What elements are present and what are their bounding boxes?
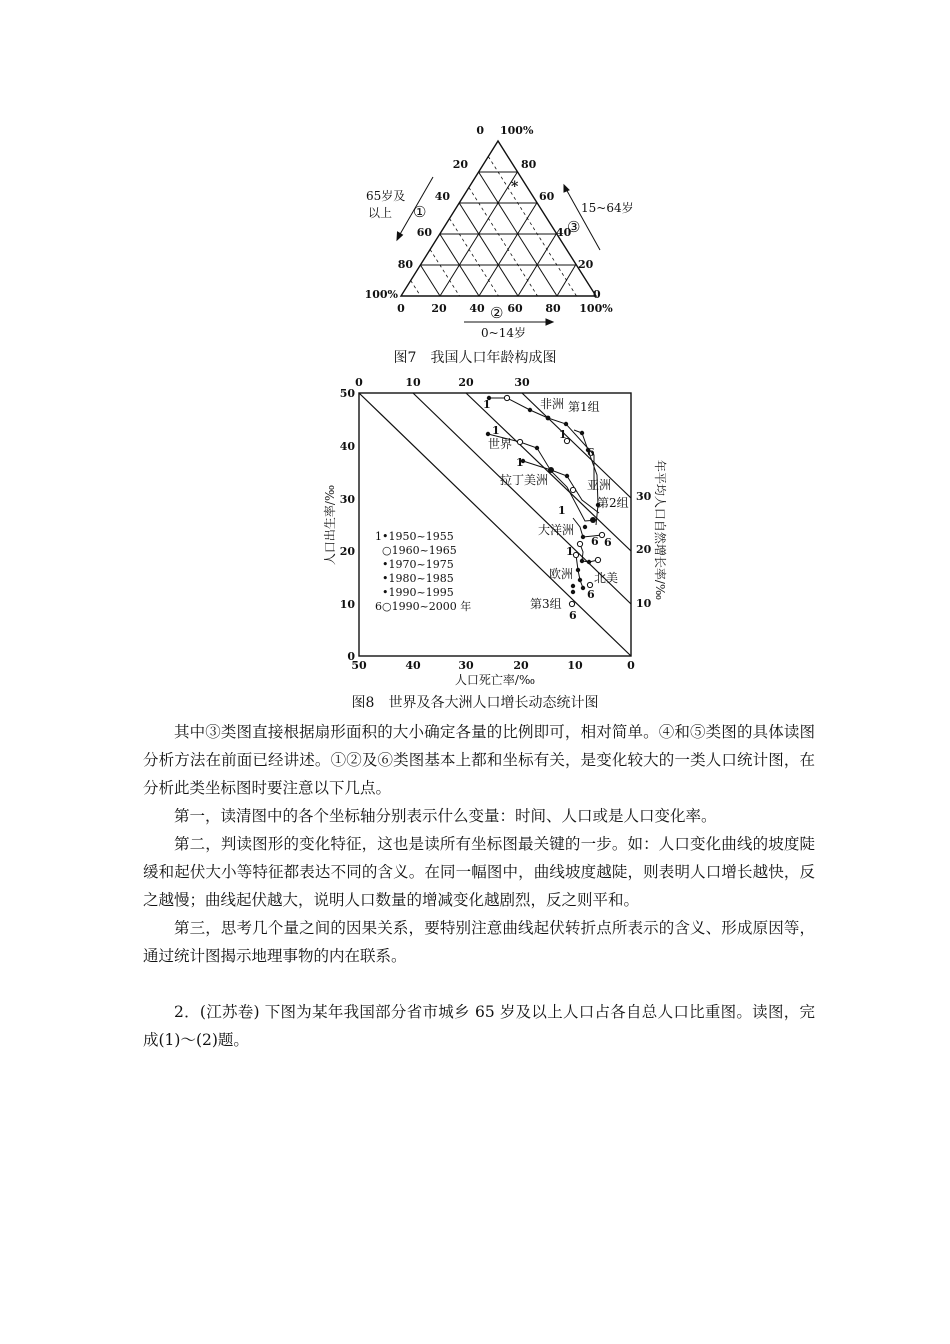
right-tick-10: 10 [636, 597, 652, 610]
marker-namerica-3 [580, 559, 584, 563]
marker-europe-5 [581, 586, 585, 590]
marker-namerica-6 [595, 557, 600, 562]
marker-europe-2 [573, 552, 578, 557]
figure8-chart [318, 372, 668, 692]
label-namerica: 北美 [594, 571, 619, 585]
bottom-tick-80: 80 [545, 302, 561, 315]
bottom-tick-40: 40 [405, 659, 421, 672]
left-tick-20: 20 [339, 545, 355, 558]
label-group3: 第3组 [530, 597, 562, 611]
figure7-ternary-chart [360, 118, 640, 350]
label-oceania: 大洋洲 [538, 523, 575, 537]
left-tick-60: 60 [416, 226, 432, 239]
marker-africa-3 [528, 408, 532, 412]
label-group1: 第1组 [568, 400, 600, 414]
left-tick-80: 80 [397, 258, 413, 271]
traj-num-namerica-1: 1 [566, 545, 574, 558]
bottom-axis-label: 0~14岁 [481, 326, 526, 340]
bottom-tick-10: 10 [567, 659, 583, 672]
marker-europe-6 [587, 582, 592, 587]
label-latam: 拉丁美洲 [500, 473, 549, 487]
legend-1980: •1980~1985 [382, 572, 454, 585]
left-tick-40: 40 [339, 440, 355, 453]
bottom-tick-50: 50 [351, 659, 367, 672]
left-tick-10: 10 [339, 598, 355, 611]
x-axis-label: 人口死亡率/‰ [454, 673, 536, 687]
label-group2: 第2组 [597, 496, 629, 510]
label-world: 世界 [488, 437, 513, 451]
label-africa: 非洲 [540, 397, 565, 411]
marker-world-1 [486, 432, 490, 436]
bottom-marker: ② [490, 304, 504, 322]
legend-1970: •1970~1975 [382, 558, 454, 571]
top-tick-30: 30 [514, 376, 530, 389]
figure8-caption: 图8 世界及各大洲人口增长动态统计图 [351, 695, 599, 711]
marker-latam-3 [548, 467, 554, 473]
traj-num-africa-1: 1 [483, 398, 491, 411]
marker-g3-a [571, 584, 575, 588]
marker-g2-a [590, 517, 596, 523]
bottom-tick-0: 0 [627, 659, 635, 672]
left-tick-0: 0 [476, 124, 484, 137]
label-europe: 欧洲 [549, 567, 574, 581]
legend-1990-2000: 6○1990~2000 年 [375, 600, 472, 613]
paragraph-second: 第二，判读图形的变化特征，这也是读所有坐标图最关键的一步。如：人口变化曲线的坡度陡缓和起伏大小等特征都表达不同的含义。在同一幅图中，曲线坡度越陡，则表明人口增长越快，反之越慢；曲线起伏越大，说明人口数量的增减变化越剧烈，反之则平和。 [143, 835, 815, 909]
marker-latam-2 [570, 487, 575, 492]
traj-num-europe-6: 6 [587, 588, 595, 601]
traj-num-asia-6: 6 [587, 446, 595, 459]
left-axis-label-line1: 65岁及 [366, 189, 406, 203]
bottom-tick-0: 0 [397, 302, 405, 315]
marker-g3-6 [569, 601, 574, 606]
legend-1990: •1990~1995 [382, 586, 454, 599]
bottom-tick-20: 20 [431, 302, 447, 315]
paragraph-third: 第三，思考几个量之间的因果关系，要特别注意曲线起伏转折点所表示的含义、形成原因等，通过统计图揭示地理事物的内在联系。 [143, 919, 815, 965]
left-tick-0: 0 [347, 650, 355, 663]
figure7-caption: 图7 我国人口年龄构成图 [393, 350, 557, 366]
traj-num-g3-6: 6 [569, 609, 577, 622]
left-tick-40: 40 [434, 190, 450, 203]
marker-world-2 [517, 439, 522, 444]
right-marker: ③ [567, 218, 581, 236]
left-tick-30: 30 [339, 493, 355, 506]
legend-1950: 1•1950~1955 [375, 530, 454, 543]
traj-num-asia-1: 1 [559, 428, 567, 441]
traj-num-g2-6b: 6 [604, 536, 612, 549]
question-2: 2．(江苏卷) 下图为某年我国部分省市城乡 65 岁及以上人口占各自总人口比重图。读图，完成(1)～(2)题。 [143, 1003, 815, 1049]
paragraph-intro: 其中③类图直接根据扇形面积的大小确定各量的比例即可，相对简单。④和⑤类图的具体读图分析方法在前面已经讲述。①②及⑥类图基本上都和坐标有关，是变化较大的一类人口统计图，在分析此类坐标图时要注意以下几点。 [143, 723, 815, 797]
right-axis-label: 15~64岁 [581, 201, 634, 215]
left-marker: ① [413, 203, 427, 221]
bottom-tick-30: 30 [458, 659, 474, 672]
label-asia: 亚洲 [587, 478, 612, 492]
right-tick-60: 60 [539, 190, 555, 203]
marker-africa-5 [564, 422, 568, 426]
right-tick-40: 40 [556, 226, 572, 239]
traj-num-latam-1: 1 [516, 456, 524, 469]
bottom-axis-arrow [464, 319, 553, 325]
marker-namerica-4 [587, 560, 591, 564]
ternary-point-marker: * [511, 179, 519, 195]
right-tick-30: 30 [636, 490, 652, 503]
marker-europe-3 [576, 568, 580, 572]
top-tick-0: 0 [355, 376, 363, 389]
left-tick-20: 20 [452, 158, 468, 171]
bottom-tick-60: 60 [507, 302, 523, 315]
marker-g2-b [583, 525, 587, 529]
right-tick-0: 0 [593, 288, 601, 301]
traj-num-g2-6: 6 [591, 535, 599, 548]
paragraph-first: 第一，读清图中的各个坐标轴分别表示什么变量：时间、人口或是人口变化率。 [174, 807, 717, 825]
marker-africa-4 [546, 416, 551, 421]
right-axis-label: 年平均人口自然增长率/‰ [653, 459, 667, 601]
marker-g3-b [571, 590, 575, 594]
bottom-tick-40: 40 [469, 302, 485, 315]
bottom-tick-20: 20 [513, 659, 529, 672]
marker-oceania-3 [581, 535, 585, 539]
left-tick-100: 100% [364, 288, 398, 301]
right-tick-100: 100% [500, 124, 534, 137]
marker-latam-4 [565, 474, 569, 478]
marker-europe-4 [578, 578, 582, 582]
marker-asia-3 [580, 431, 584, 435]
right-tick-20: 20 [578, 258, 594, 271]
traj-num-world-1: 1 [492, 424, 500, 437]
marker-namerica-2 [577, 541, 582, 546]
traj-num-oceania-1: 1 [558, 504, 566, 517]
bottom-tick-100: 100% [579, 302, 613, 315]
marker-africa-2 [504, 395, 509, 400]
right-tick-80: 80 [521, 158, 537, 171]
top-tick-20: 20 [458, 376, 474, 389]
top-tick-10: 10 [405, 376, 421, 389]
legend-1960: ○1960~1965 [382, 544, 457, 557]
right-tick-20: 20 [636, 543, 652, 556]
left-tick-50: 50 [339, 387, 355, 400]
marker-world-3 [535, 446, 539, 450]
left-axis-label-line2: 以上 [368, 206, 393, 220]
y-axis-label: 人口出生率/‰ [323, 484, 337, 566]
